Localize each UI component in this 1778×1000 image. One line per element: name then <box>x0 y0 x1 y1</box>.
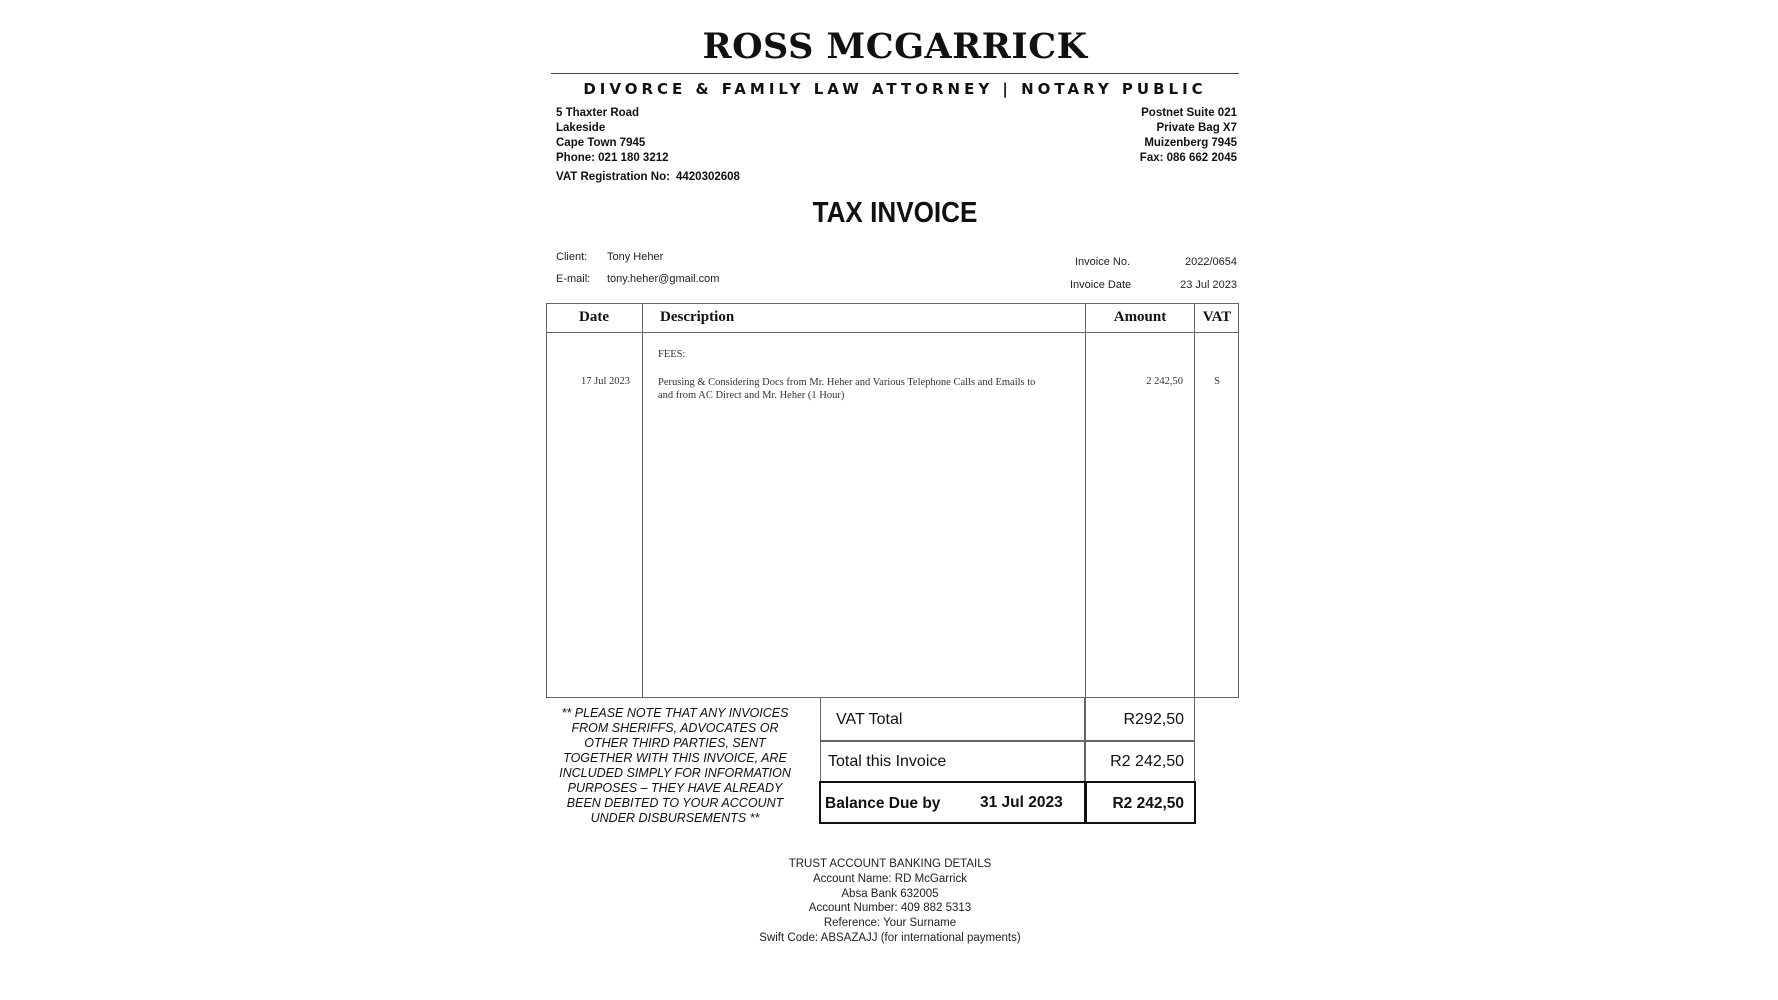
phone-line: Phone: 021 180 3212 <box>556 152 669 164</box>
email-label: E-mail: <box>556 273 591 285</box>
client-email: tony.heher@gmail.com <box>607 273 720 285</box>
note-line: INCLUDED SIMPLY FOR INFORMATION <box>559 766 791 780</box>
address-line: Muizenberg 7945 <box>1144 137 1237 149</box>
vat-registration <box>556 171 740 183</box>
vat-registration-number: 4420302608 <box>676 171 740 183</box>
address-line: Cape Town 7945 <box>556 137 646 149</box>
firm-tagline: DIVORCE & FAMILY LAW ATTORNEY | NOTARY PUBLIC <box>583 80 1207 98</box>
invoice-number-label: Invoice No. <box>1075 256 1131 268</box>
note-line: BEEN DEBITED TO YOUR ACCOUNT <box>566 796 784 810</box>
postal-address <box>1040 106 1237 166</box>
note-line: FROM SHERIFFS, ADVOCATES OR <box>571 721 779 735</box>
trust-account-line: Reference: Your Surname <box>823 917 957 930</box>
balance-due-label: Balance Due by <box>825 795 941 812</box>
trust-account-title: TRUST ACCOUNT BANKING DETAILS <box>788 858 992 870</box>
client-label: Client: <box>556 251 588 263</box>
vat-total-label: VAT Total <box>836 711 903 728</box>
fees-section-label: FEES: <box>658 349 686 360</box>
column-header-vat: VAT <box>1202 309 1232 325</box>
address-line: Postnet Suite 021 <box>1141 107 1237 119</box>
note-line: ** PLEASE NOTE THAT ANY INVOICES <box>561 706 789 720</box>
trust-account-line: Swift Code: ABSAZAJJ (for international payments) <box>759 931 1021 944</box>
table-border <box>546 303 1239 698</box>
invoice-total-label-cell <box>820 740 1086 783</box>
physical-address <box>556 106 669 166</box>
invoice-date: 23 Jul 2023 <box>1180 279 1237 291</box>
row-description-line: and from AC Direct and Mr. Heher (1 Hour) <box>658 390 845 401</box>
trust-account-details <box>700 857 1080 946</box>
header-row-divider <box>546 332 1239 333</box>
invoice-total-value-cell <box>1084 740 1195 783</box>
note-line: UNDER DISBURSEMENTS ** <box>590 811 760 825</box>
note-line: TOGETHER WITH THIS INVOICE, ARE <box>563 751 787 765</box>
trust-account-line: Absa Bank 632005 <box>841 887 939 900</box>
document-title: TAX INVOICE <box>812 197 978 229</box>
vat-total-value-cell <box>1084 697 1195 742</box>
note-line: PURPOSES – THEY HAVE ALREADY <box>567 781 783 795</box>
row-vat-code: S <box>1214 376 1220 387</box>
address-line: 5 Thaxter Road <box>556 107 640 119</box>
row-description-line: Perusing & Considering Docs from Mr. Heher and Various Telephone Calls and Emails to <box>658 377 1036 388</box>
balance-due-date: 31 Jul 2023 <box>980 794 1063 811</box>
header-divider <box>551 73 1239 74</box>
column-header-date: Date <box>579 309 609 325</box>
column-divider <box>1194 303 1195 698</box>
fax-line: Fax: 086 662 2045 <box>1139 152 1237 164</box>
row-description <box>658 376 1083 402</box>
column-divider <box>1085 303 1086 698</box>
client-name: Tony Heher <box>607 251 664 263</box>
disbursements-note <box>552 706 798 826</box>
column-divider <box>642 303 643 698</box>
invoice-number: 2022/0654 <box>1185 256 1237 268</box>
trust-account-line: Account Name: RD McGarrick <box>812 872 967 885</box>
vat-registration-label: VAT Registration No: <box>556 171 670 183</box>
column-header-amount: Amount <box>1113 309 1167 325</box>
vat-total-value: R292,50 <box>1123 711 1184 728</box>
row-amount: 2 242,50 <box>1146 376 1183 387</box>
invoice-total-label: Total this Invoice <box>828 753 947 770</box>
invoice-date-label: Invoice Date <box>1070 279 1132 291</box>
balance-due-value-cell <box>1084 781 1196 824</box>
row-date: 17 Jul 2023 <box>580 376 630 387</box>
trust-account-line: Account Number: 409 882 5313 <box>808 902 972 915</box>
invoice-total-value: R2 242,50 <box>1110 753 1184 770</box>
column-header-description: Description <box>660 309 735 325</box>
note-line: OTHER THIRD PARTIES, SENT <box>584 736 766 750</box>
address-line: Lakeside <box>556 122 606 134</box>
firm-name: ROSS MCGARRICK <box>702 26 1088 67</box>
vat-total-label-cell <box>820 697 1086 742</box>
address-line: Private Bag X7 <box>1156 122 1237 134</box>
balance-due-value: R2 242,50 <box>1112 795 1184 812</box>
